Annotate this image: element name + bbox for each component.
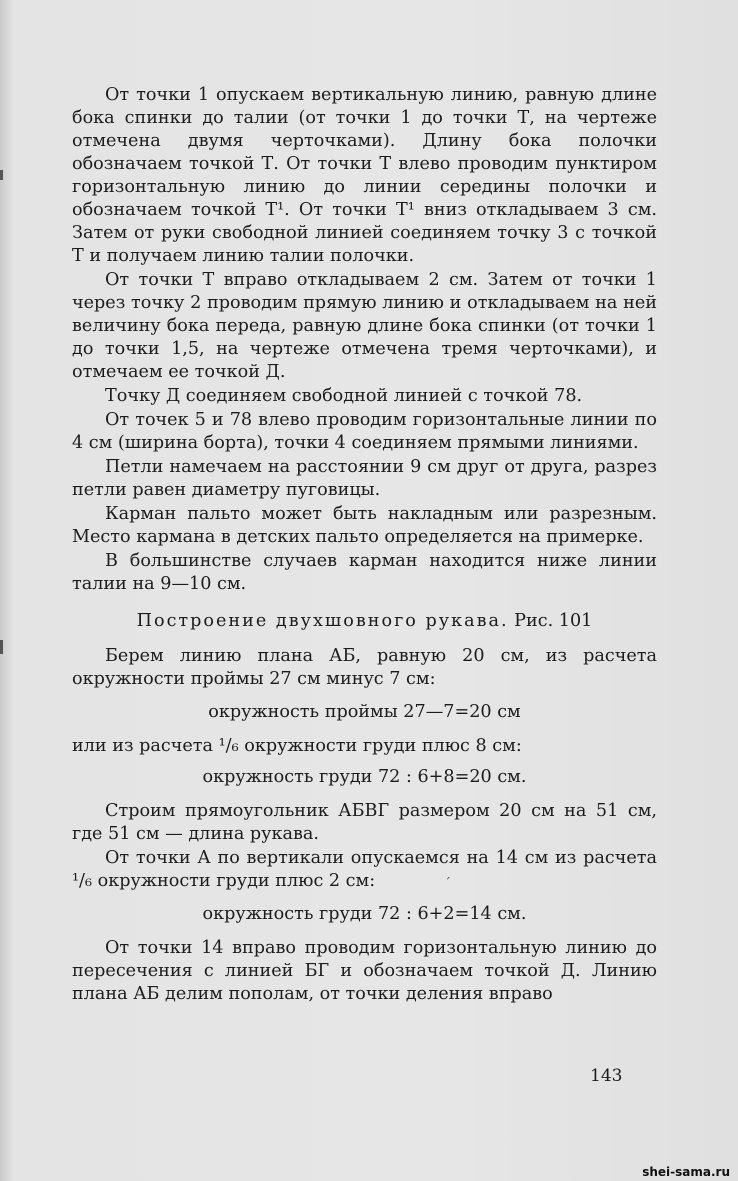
stray-pen-mark: ´ bbox=[444, 876, 451, 892]
paragraph: От точки Т вправо откладываем 2 см. Затем от точки 1 через точку 2 проводим прямую линию и откладываем на ней величину бока переда, равную длине бока спинки (от точки 1 до точки 1,5, на чертеже отмечена тремя черточками), и отмечаем ее точкой Д. bbox=[72, 270, 657, 382]
paragraph: От точки 1 опускаем вертикальную линию, равную длине бока спинки до талии (от точки 1 до точки Т, на чертеже отмечена двумя черточками). Длину бока полочки обозначаем точкой Т. От точки Т влево проводим пунктиром горизонтальную линию до линии середины полочки и обозначаем точкой Т¹. От точки Т¹ вниз откладываем 3 см. Затем от руки свободной линией соединяем точку 3 с точкой Т и получаем линию талии полочки. bbox=[72, 85, 657, 266]
paragraph: От точек 5 и 78 влево проводим горизонтальные линии по 4 см (ширина борта), точки 4 соединяем прямыми линиями. bbox=[72, 410, 657, 453]
section-heading bbox=[72, 610, 657, 633]
paragraph: Строим прямоугольник АБВГ размером 20 см на 51 см, где 51 см — длина рукава. bbox=[72, 801, 657, 844]
paragraph: Карман пальто может быть накладным или разрезным. Место кармана в детских пальто определяется на примерке. bbox=[72, 504, 657, 547]
watermark: shei-sama.ru bbox=[642, 1165, 730, 1179]
heading-figure-ref: Рис. 101 bbox=[514, 611, 593, 631]
paragraph: Берем линию плана АБ, равную 20 см, из расчета окружности проймы 27 см минус 7 см: bbox=[72, 646, 657, 689]
paragraph: В большинстве случаев карман находится ниже линии талии на 9—10 см. bbox=[72, 551, 657, 594]
page-edge-mark bbox=[0, 640, 3, 654]
paragraph: Петли намечаем на расстоянии 9 см друг от друга, разрез петли равен диаметру пуговицы. bbox=[72, 457, 657, 500]
paragraph: Точку Д соединяем свободной линией с точкой 78. bbox=[105, 386, 583, 406]
heading-title: Построение двухшовного рукава. bbox=[136, 611, 509, 631]
body-text bbox=[72, 84, 657, 1006]
formula: окружность проймы 27—7=20 см bbox=[208, 702, 521, 722]
page-edge-mark bbox=[0, 170, 3, 180]
formula: окружность груди 72 : 6+2=14 см. bbox=[202, 904, 527, 924]
page-number: 143 bbox=[590, 1066, 623, 1086]
paragraph: От точки А по вертикали опускаемся на 14 см из расчета ¹/₆ окружности груди плюс 2 см: bbox=[72, 848, 657, 891]
formula: окружность груди 72 : 6+8=20 см. bbox=[202, 767, 527, 787]
paragraph: От точки 14 вправо проводим горизонтальную линию до пересечения с линией БГ и обозначаем точкой Д. Линию плана АБ делим пополам, от точки деления вправо bbox=[72, 938, 657, 1004]
paragraph: или из расчета ¹/₆ окружности груди плюс 8 см: bbox=[72, 736, 522, 756]
